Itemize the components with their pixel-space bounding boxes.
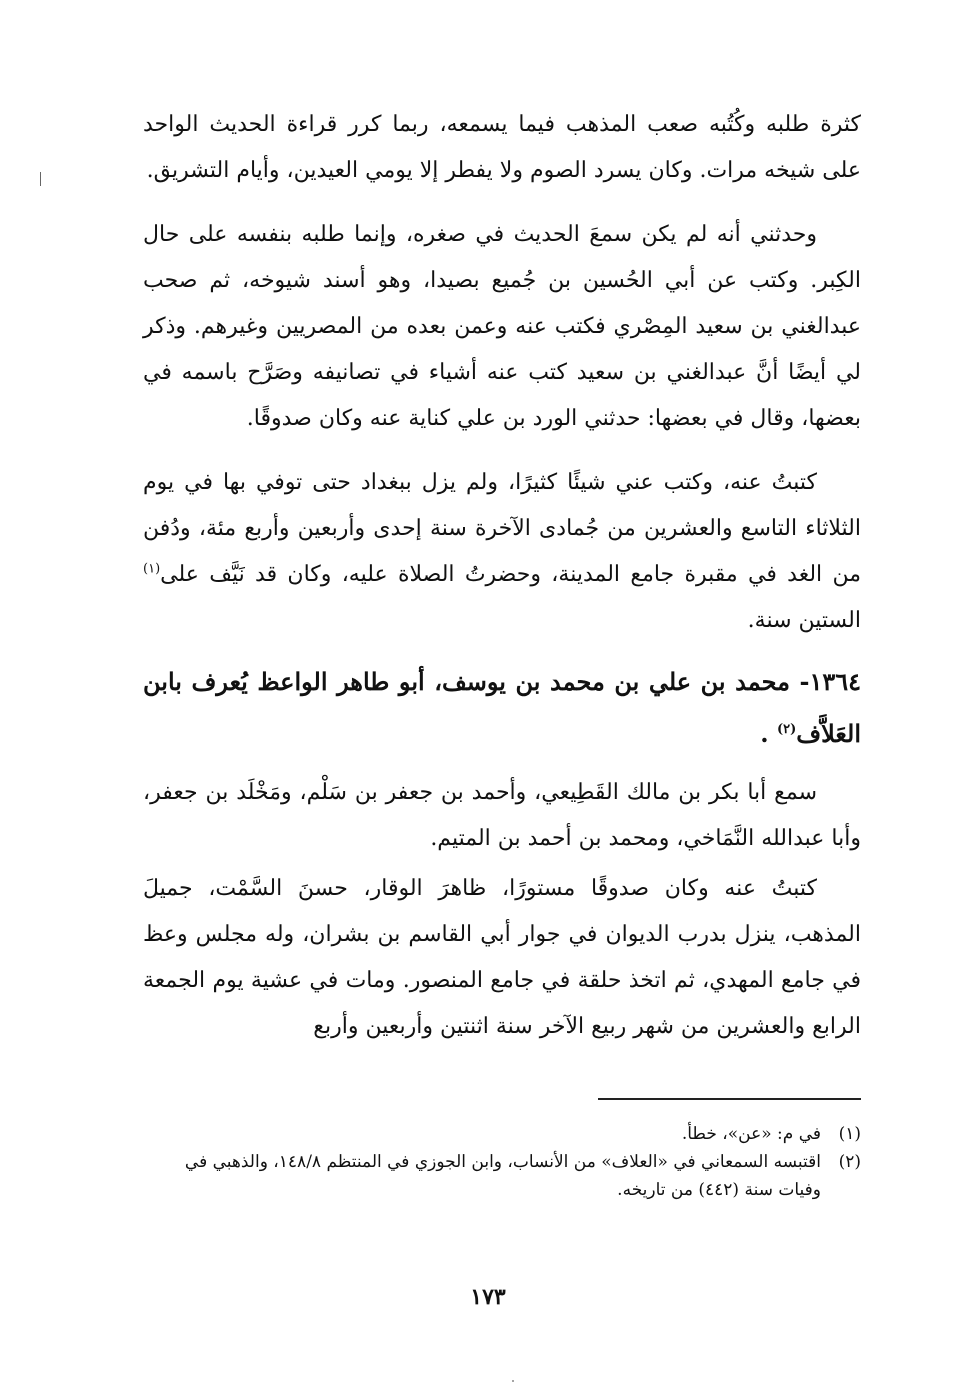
entry-heading-text: ١٣٦٤- محمد بن علي بن محمد بن يوسف، أبو طاهر الواعظ يُعرف بابن العَلاَّف [143, 667, 861, 748]
footnote-ref[interactable]: (١) [143, 561, 161, 577]
paragraph: وحدثني أنه لم يكن سمعَ الحديث في صغره، وإنما طلبه بنفسه على حال الكِبر. وكتب عن أبي الحُسين بن جُميع بصيدا، وهو أسند شيوخه، ثم صحب عبدالغني بن سعيد المِصْري فكتب عنه وعمن بعده من المصريين وغيرهم. وذكر لي أيضًا أنَّ عبدالغني بن سعيد كتب عنه أشياء في تصانيفه وصَرَّح باسمه في بعضها، وقال في بعضها: حدثني الورد بن علي كناية عنه وكان صدوقًا. [143, 222, 861, 431]
scan-speck [512, 1380, 514, 1382]
footnote-number: (٢) [838, 1152, 861, 1172]
footnote-text: في م: «عن»، خطأ. [681, 1124, 821, 1144]
paragraph-text: كتبتُ عنه، وكتب عني شيئًا كثيرًا، ولم يزل ببغداد حتى توفي بها في يوم الثلاثاء التاسع والعشرين من جُمادى الآخرة سنة إحدى وأربعين وأربع مئة، ودُفن من الغد في مقبرة جامع المدينة، وحضرتُ الصلاة عليه، وكان قد نَيَّف على [143, 470, 861, 587]
entry-heading-text: . [760, 719, 777, 748]
page-number: ١٧٣ [470, 1284, 506, 1310]
paragraph-text: الستين سنة. [747, 608, 861, 633]
paragraph: كثرة طلبه وكُتُبه صعب المذهب فيما يسمعه، ربما كرر قراءة الحديث الواحد على شيخه مرات. وكان يسرد الصوم ولا يفطر إلا يومي العيدين، وأيام التشريق. [143, 112, 861, 183]
footnote-text: اقتبسه السمعاني في «العلاف» من الأنساب، وابن الجوزي في المنتظم ١٤٨/٨، والذهبي في وفيات سنة (٤٤٢) من تاريخه. [184, 1152, 821, 1200]
footnote-ref[interactable]: (٢) [776, 722, 797, 737]
footnotes [143, 1120, 861, 1204]
footnote [143, 1148, 861, 1204]
main-text [143, 102, 861, 1050]
footnote [143, 1120, 861, 1148]
entry-heading [143, 656, 861, 760]
paragraph [143, 460, 861, 644]
scan-margin-mark [40, 172, 41, 186]
footnote-number: (١) [838, 1124, 861, 1144]
paragraph: سمع أبا بكر بن مالك القَطِيعي، وأحمد بن جعفر بن سَلْم، ومَخْلَد بن جعفر، وأبا عبدالله النَّمَاخي، ومحمد بن أحمد بن المتيم. [143, 780, 861, 851]
footnote-divider [598, 1098, 861, 1100]
paragraph: كتبتُ عنه وكان صدوقًا مستورًا، ظاهرَ الوقار، حسنَ السَّمْت، جميلَ المذهب، ينزل بدرب الديوان في جوار أبي القاسم بن بشران، وله مجلس وعظ في جامع المهدي، ثم اتخذ حلقة في جامع المنصور. ومات في عشية يوم الجمعة الرابع والعشرين من شهر ربيع الآخر سنة اثنتين وأربعين وأربع [143, 876, 861, 1039]
